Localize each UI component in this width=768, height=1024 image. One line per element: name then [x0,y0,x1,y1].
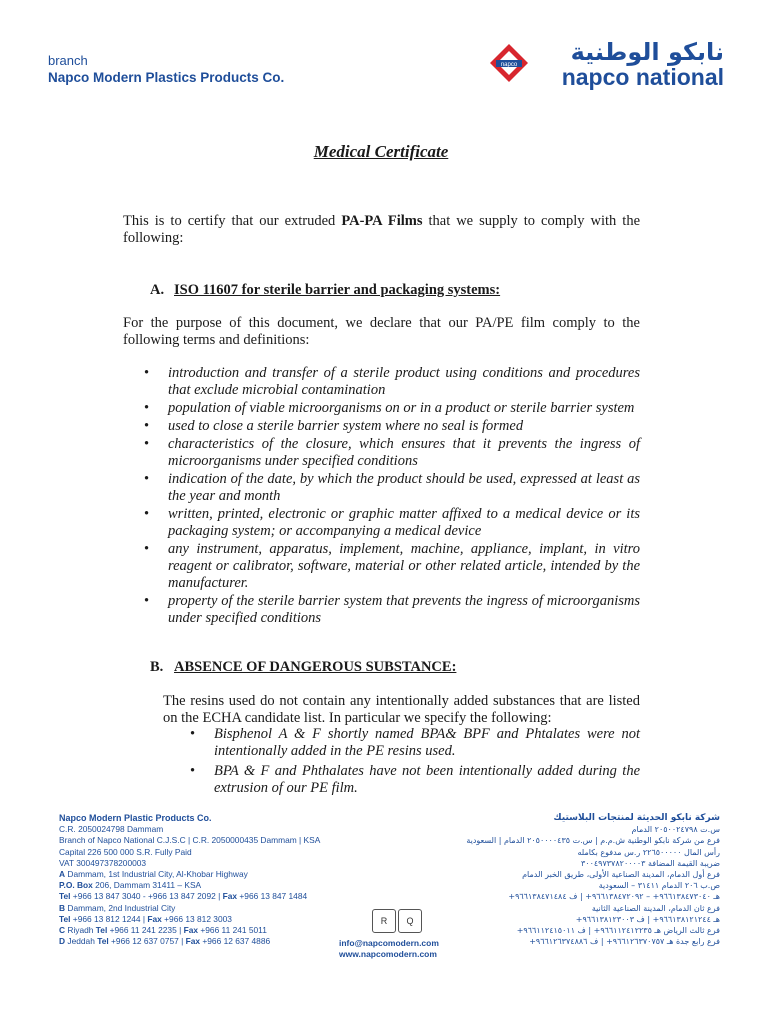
section-a-list [144,365,640,628]
footer-ar-line: فرع من شركة نابكو الوطنية ش.م.م | س.ت ٢٠٥٠٠٠٠٤٣٥ الدمام | السعودية [466,836,720,846]
intro-paragraph [123,213,640,247]
header-left [48,53,284,86]
footer-contact [339,938,439,960]
list-item: • written, printed, electronic or graphic matter affixed to a medical device or its packaging system; or accompanying a medical device [144,506,640,539]
intro-before: This is to certify that our extruded [123,213,342,229]
section-a-label: A. [150,282,165,298]
brand-arabic: نابكو الوطنية [570,38,724,66]
footer-capital: Capital 226 500 000 S.R. Fully Paid [59,846,192,857]
footer-address-b: B Dammam, 2nd Industrial City [59,902,176,913]
section-b-paragraph: The resins used do not contain any intentionally added substances that are listed on the ECHA candidate list. In particular we specify the following: [163,693,640,726]
footer-ar-line: فرع ثالث الرياض هـ ٩٦٦١١٢٤١٢٢٣٥+ | ف ٩٦٦١١٢٤١٥٠١١+ [516,926,720,936]
footer-pobox: P.O. Box 206, Dammam 31411 – KSA [59,880,202,891]
header-brand [486,38,726,90]
footer-ar-line: فرع ثان الدمام، المدينة الصناعية الثانية [591,903,720,913]
certification-mark-icon: R [372,909,396,933]
footer-jeddah: D Jeddah Tel +966 12 637 0757 | Fax +966 12 637 4886 [59,936,271,947]
section-a-title: ISO 11607 for sterile barrier and packaging systems: [174,282,501,298]
brand-english: napco national [561,64,724,90]
list-item: • BPA & F and Phthalates have not been intentionally added during the extrusion of our PE film. [190,763,640,796]
intro-bold: PA-PA Films [341,213,423,229]
footer-ar-line: س.ت ٢٠٥٠٠٢٤٧٩٨ الدمام [631,825,720,835]
footer-website[interactable]: www.napcomodern.com [339,949,437,959]
section-b-title: ABSENCE OF DANGEROUS SUBSTANCE: [174,659,457,675]
section-b-label: B. [150,659,164,675]
footer-vat: VAT 300497378200003 [59,857,147,868]
list-item: • characteristics of the closure, which ensures that it prevents the ingress of microorganisms under specified conditions [144,436,640,469]
list-item: • any instrument, apparatus, implement, machine, appliance, implant, in vitro reagent or calibrator, software, material or other related article, intended by the manufacturer. [144,541,640,591]
header-branch: branch [48,53,88,68]
section-a-heading [150,282,500,299]
footer-english [59,813,359,947]
logo-text: napco [500,62,518,68]
footer-company: Napco Modern Plastic Products Co. [59,813,212,823]
section-b-list [190,726,640,800]
footer-ar-line: فرع رابع جدة هـ ٩٦٦١٢٦٣٧٠٧٥٧+ | ف ٩٦٦١٢٦٣٧٤٨٨٦+ [529,937,720,947]
footer-ar-line: شركة نابكو الحديثة لمنتجات البلاستيك [553,813,720,823]
footer-ar-line: ضريبة القيمة المضافة ٣٠٠٤٩٧٣٧٨٢٠٠٠٠٣ [580,858,720,868]
footer-address-a: A Dammam, 1st Industrial City, Al-Khobar Highway [59,869,248,880]
footer-arabic [430,813,720,947]
list-item: • used to close a sterile barrier system where no seal is formed [144,418,524,434]
footer-tel-a: Tel +966 13 847 3040 - +966 13 847 2092 | Fax +966 13 847 1484 [59,891,308,902]
footer-ar-line: رأس المال ٢٢٦٥٠٠٠٠٠ ر.س مدفوع بكامله [577,847,720,857]
list-item: • property of the sterile barrier system that prevents the ingress of microorganisms under specified conditions [144,593,640,626]
list-item: • population of viable microorganisms on or in a product or sterile barrier system [144,400,635,416]
footer-riyadh: C Riyadh Tel +966 11 241 2235 | Fax +966 11 241 5011 [59,925,267,936]
footer-branch: Branch of Napco National C.J.S.C | C.R. 2050000435 Dammam | KSA [59,835,321,846]
list-item: • introduction and transfer of a sterile product using conditions and procedures that exclude microbial contamination [144,365,640,398]
footer-ar-line: هـ ٩٦٦١٣٨٤٧٣٠٤٠+ – ٩٦٦١٣٨٤٧٢٠٩٢+ | ف ٩٦٦١٣٨٤٧١٤٨٤+ [508,892,720,902]
quality-mark-icon: Q [398,909,422,933]
footer-ar-line: فرع أول الدمام، المدينة الصناعية الأولى، طريق الخبر الدمام [522,870,720,880]
footer-email[interactable]: info@napcomodern.com [339,938,439,948]
section-a-paragraph: For the purpose of this document, we declare that our PA/PE film comply to the following terms and definitions: [123,315,640,348]
footer-tel-b: Tel +966 13 812 1244 | Fax +966 13 812 3003 [59,913,232,924]
napco-logo-icon [488,42,530,84]
header-company: Napco Modern Plastics Products Co. [48,70,285,85]
footer-ar-line: ص.ب ٢٠٦ الدمام ٣١٤١١ – السعودية [598,881,720,891]
list-item: • indication of the date, by which the product should be used, expressed at least as the year and month [144,471,640,504]
section-b-heading [150,659,456,676]
intro-after: that we supply to comply with the following: [123,213,641,246]
list-item: • Bisphenol A & F shortly named BPA& BPF and Phtalates were not intentionally added in the PE resins used. [190,726,640,759]
footer-cr: C.R. 2050024798 Dammam [59,824,164,835]
page-title: Medical Certificate [313,142,449,161]
footer-ar-line: هـ ٩٦٦١٣٨١٢١٢٤٤+ | ف ٩٦٦١٣٨١٢٣٠٠٣+ [575,914,720,924]
